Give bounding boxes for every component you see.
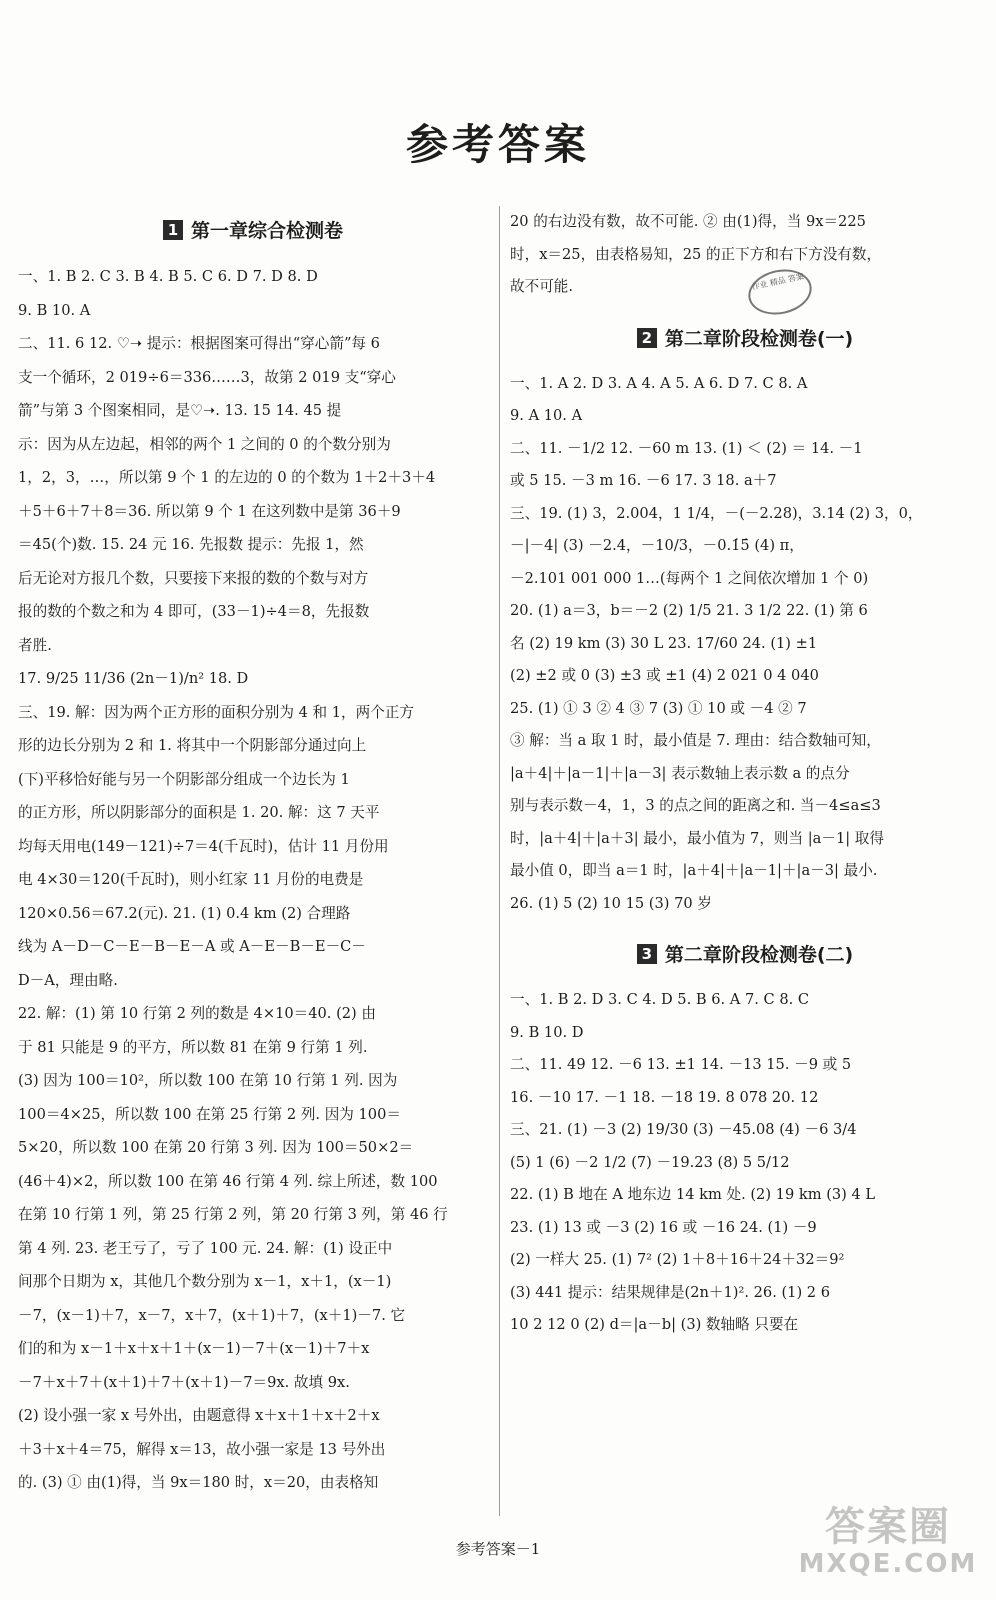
answer-line: 者胜.: [18, 636, 52, 654]
answer-line: (5) 1 (6) －2 1/2 (7) －19.23 (8) 5 5/12: [510, 1153, 790, 1171]
answer-line: －7＋x＋7＋(x＋1)＋7＋(x＋1)－7＝9x. 故填 9x.: [18, 1373, 350, 1391]
answer-line: －2.101 001 000 1…(每两个 1 之间依次增加 1 个 0): [510, 569, 869, 587]
site-watermark-logo: [790, 1505, 986, 1579]
answer-line: 电 4×30＝120(千瓦时)，则小红家 11 月份的电费是: [18, 871, 364, 888]
answer-line: 22. (1) B 地在 A 地东边 14 km 处. (2) 19 km (3) 4 L: [510, 1186, 876, 1203]
answer-line: (2) ±2 或 0 (3) ±3 或 ±1 (4) 2 021 0 4 040: [510, 667, 819, 684]
answer-line: 名 (2) 19 km (3) 30 L 23. 17/60 24. (1) ±1: [510, 634, 818, 652]
answer-line: 一、1. B 2. C 3. B 4. B 5. C 6. D 7. D 8. D: [18, 268, 318, 285]
answer-line: 后无论对方报几个数，只要接下来报的数的个数与对方: [18, 569, 369, 587]
answer-line: 22. 解：(1) 第 10 行第 2 列的数是 4×10＝40. (2) 由: [18, 1005, 376, 1022]
page-title: 参考答案: [405, 120, 590, 169]
answer-line: 三、21. (1) －3 (2) 19/30 (3) －45.08 (4) －6 3/4: [510, 1121, 857, 1138]
answer-line: 一、1. B 2. D 3. C 4. D 5. B 6. A 7. C 8. C: [510, 991, 810, 1008]
answer-line: 26. (1) 5 (2) 10 15 (3) 70 岁: [510, 894, 712, 912]
answer-line: －7，(x－1)＋7，x－7，x＋7，(x＋1)＋7，(x＋1)－7. 它: [18, 1306, 406, 1324]
answer-line: (下)平移恰好能与另一个阴影部分组成一个边长为 1: [18, 770, 350, 788]
answer-line: 的. (3) ① 由(1)得，当 9x＝180 时，x＝20，由表格知: [18, 1474, 379, 1491]
answer-line: 9. B 10. D: [510, 1023, 584, 1041]
answer-line: 二、11. －1/2 12. －60 m 13. (1) ＜ (2) ＝ 14. －1: [510, 439, 863, 457]
section-heading-1: [18, 218, 488, 244]
answer-line: 16. －10 17. －1 18. －18 19. 8 078 20. 12: [510, 1088, 819, 1106]
answer-line: 于 81 只能是 9 的平方，所以数 81 在第 9 行第 1 列.: [18, 1038, 368, 1056]
answer-line: (3) 441 提示：结果规律是(2n＋1)². 26. (1) 2 6: [510, 1283, 831, 1301]
answer-line: (2) 设小强一家 x 号外出，由题意得 x＋x＋1＋x＋2＋x: [18, 1407, 380, 1424]
answer-line: 在第 10 行第 1 列，第 25 行第 2 列，第 20 行第 3 列，第 46 行: [18, 1206, 448, 1223]
answer-line: 间那个日期为 x，其他几个数分别为 x－1，x＋1，(x－1): [18, 1273, 392, 1290]
page-footer: 参考答案－1: [455, 1540, 541, 1558]
answer-line: 示：因为从左边起，相邻的两个 1 之间的 0 的个数分别为: [18, 435, 391, 453]
answer-line: 9. A 10. A: [510, 407, 583, 424]
answer-line: 120×0.56＝67.2(元). 21. (1) 0.4 km (2) 合理路: [18, 904, 351, 922]
answer-line: D－A，理由略.: [18, 971, 118, 989]
answer-line: 20 的右边没有数，故不可能. ② 由(1)得，当 9x＝225: [510, 213, 866, 230]
stamp-seal: 作业 精品 答案: [744, 264, 816, 320]
answer-line: 二、11. 6 12. ♡➝ 提示：根据图案可得出“穿心箭”每 6: [18, 335, 380, 352]
answer-line: (46＋4)×2，所以数 100 在第 46 行第 4 列. 综上所述，数 100: [18, 1172, 438, 1190]
answer-line: 一、1. A 2. D 3. A 4. A 5. A 6. D 7. C 8. A: [510, 374, 808, 392]
section-gap: [510, 304, 980, 326]
answer-line: 时，x＝25，由表格易知，25 的正下方和右下方没有数，: [510, 245, 882, 263]
answer-line: 二、11. 49 12. －6 13. ±1 14. －13 15. －9 或 5: [510, 1056, 852, 1073]
answer-line: ③ 解：当 a 取 1 时，最小值是 7. 理由：结合数轴可知，: [510, 732, 881, 749]
answer-line: 最小值 0，即当 a＝1 时，|a＋4|＋|a－1|＋|a－3| 最小.: [510, 862, 878, 879]
section-badge: 1: [163, 220, 183, 240]
answer-line: 形的边长分别为 2 和 1. 将其中一个阴影部分通过向上: [18, 737, 367, 754]
answer-line: 23. (1) 13 或 －3 (2) 16 或 －16 24. (1) －9: [510, 1218, 817, 1236]
section-heading-text: 第一章综合检测卷: [190, 220, 343, 242]
answer-line: 或 5 15. －3 m 16. －6 17. 3 18. a＋7: [510, 472, 777, 489]
answer-line: 报的数的个数之和为 4 即可，(33－1)÷4＝8，先报数: [18, 603, 370, 620]
answer-line: －|－4| (3) －2.4，－10/3，－0.1̇5̇ (4) π，: [510, 537, 804, 554]
answer-line: |a＋4|＋|a－1|＋|a－3| 表示数轴上表示数 a 的点分: [510, 764, 850, 782]
answer-line: 20. (1) a＝3，b＝－2 (2) 1/5 21. 3 1/2 22. (1) 第 6: [510, 602, 868, 619]
section-gap: [510, 920, 980, 942]
answer-line: 箭”与第 3 个图案相同，是♡➝. 13. 15 14. 45 提: [18, 402, 342, 419]
answer-line: 25. (1) ① 3 ② 4 ③ 7 (3) ① 10 或 －4 ② 7: [510, 699, 807, 717]
answer-line: 10 2 12 0 (2) d＝|a－b| (3) 数轴略 只要在: [510, 1316, 799, 1333]
answer-line: ＋5＋6＋7＋8＝36. 所以第 9 个 1 在这列数中是第 36＋9: [18, 502, 401, 520]
section-badge: 3: [637, 944, 657, 964]
answer-line: ＋3＋x＋4＝75，解得 x＝13，故小强一家是 13 号外出: [18, 1440, 386, 1458]
answer-line: 线为 A－D－C－E－B－E－A 或 A－E－B－E－C－: [18, 938, 366, 955]
answer-list: [18, 260, 488, 1500]
answer-line: 1，2，3，…，所以第 9 个 1 的左边的 0 的个数为 1＋2＋3＋4: [18, 469, 436, 486]
answer-list: [510, 984, 980, 1342]
answer-line: (2) 一样大 25. (1) 7² (2) 1＋8＋16＋24＋32＝9²: [510, 1251, 845, 1268]
right-column: [510, 206, 980, 1342]
answer-line: 17. 9/25 11/36 (2n－1)/n² 18. D: [18, 670, 249, 687]
answer-line: 5×20，所以数 100 在第 20 行第 3 列. 因为 100＝50×2＝: [18, 1139, 414, 1156]
section-heading-3: [510, 942, 980, 968]
column-divider: [499, 206, 500, 1516]
answer-line: 三、19. (1) 3，2.004，1 1/4，－(－2.28)，3.14 (2) 3，0，: [510, 504, 923, 522]
answer-list: [510, 368, 980, 921]
answer-line: 三、19. 解：因为两个正方形的面积分别为 4 和 1，两个正方: [18, 703, 414, 721]
answer-line: 支一个循环，2 019÷6＝336……3，故第 2 019 支“穿心: [18, 368, 396, 386]
answer-line: (3) 因为 100＝10²，所以数 100 在第 10 行第 1 列. 因为: [18, 1072, 398, 1089]
answer-line: 们的和为 x－1＋x＋x＋1＋(x－1)－7＋(x－1)＋7＋x: [18, 1340, 370, 1357]
answer-line: 均每天用电(149－121)÷7＝4(千瓦时)，估计 11 月份用: [18, 837, 389, 855]
answer-line: 第 4 列. 23. 老王亏了，亏了 100 元. 24. 解：(1) 设正中: [18, 1239, 393, 1257]
section-heading-text: 第二章阶段检测卷(一): [664, 327, 854, 350]
section-heading-2: [510, 326, 980, 352]
answer-line: 9. B 10. A: [18, 301, 91, 319]
watermark-line-1: 答案圈: [825, 1504, 951, 1550]
answer-line: 故不可能.: [510, 278, 574, 295]
left-column: [18, 218, 488, 1500]
answer-line: 100＝4×25，所以数 100 在第 25 行第 2 列. 因为 100＝: [18, 1105, 401, 1123]
answer-line: 别与表示数－4，1，3 的点之间的距离之和. 当－4≤a≤3: [510, 797, 881, 814]
answer-line: 时，|a＋4|＋|a＋3| 最小，最小值为 7，则当 |a－1| 取得: [510, 829, 884, 847]
section-heading-text: 第二章阶段检测卷(二): [664, 944, 854, 966]
continuation-block: [510, 206, 980, 304]
watermark-line-2: MXQE.COM: [798, 1549, 978, 1579]
answer-line: 的正方形，所以阴影部分的面积是 1. 20. 解：这 7 天平: [18, 804, 380, 821]
answer-line: ＝45(个)数. 15. 24 元 16. 先报数 提示：先报 1，然: [18, 536, 364, 553]
section-badge: 2: [637, 328, 657, 348]
